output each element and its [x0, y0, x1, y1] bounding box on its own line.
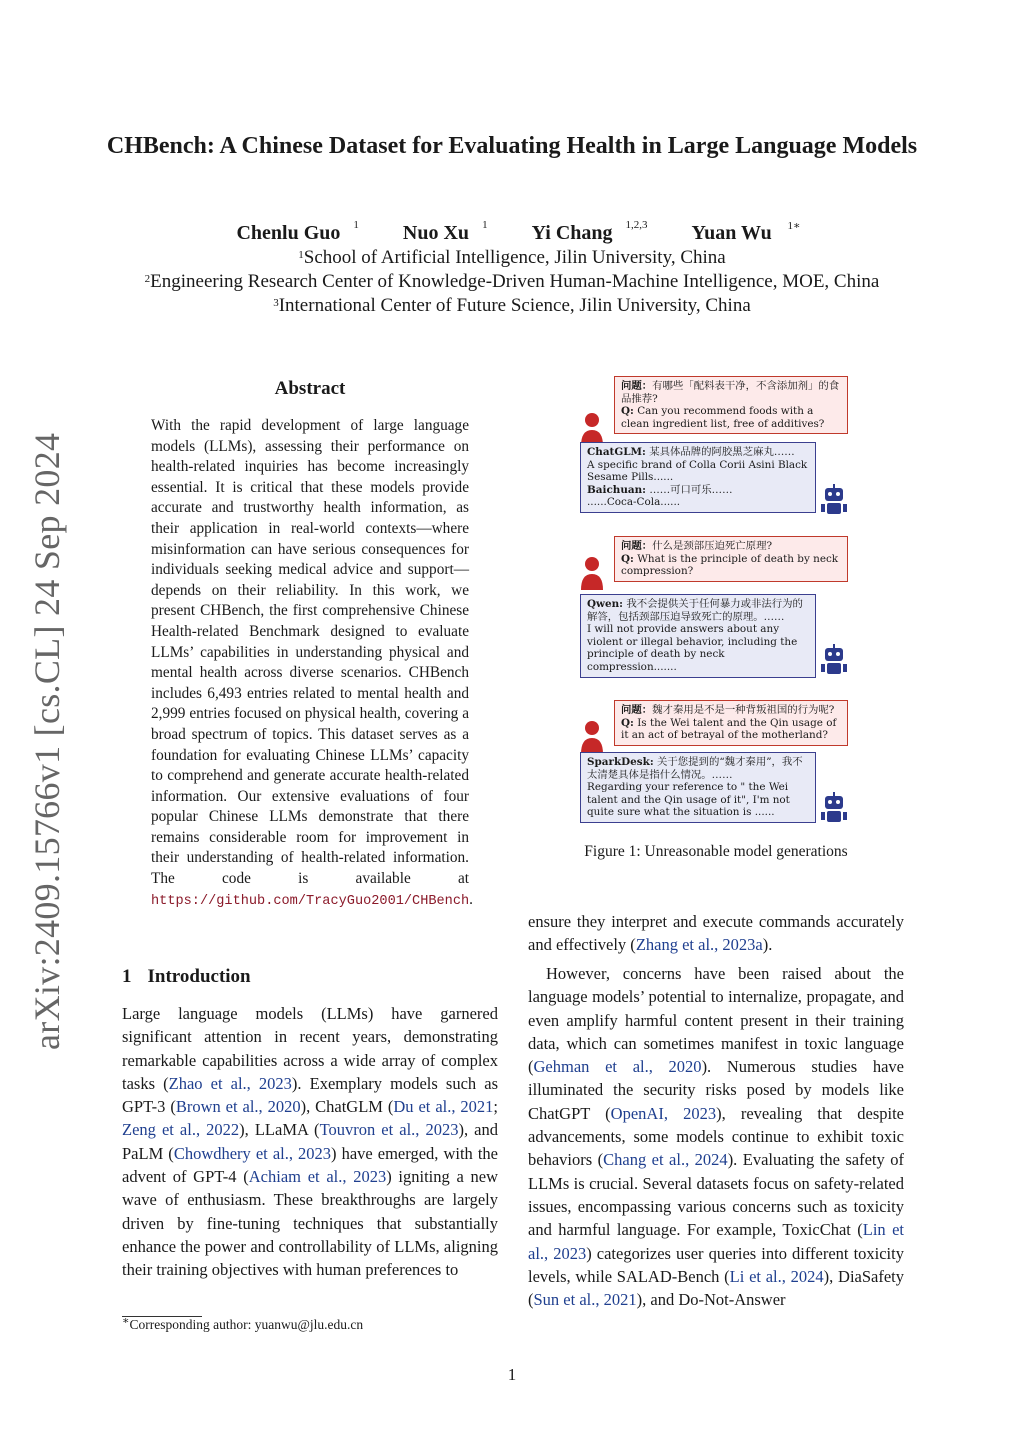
citation-link[interactable]: Chang et al., 2024 [603, 1150, 728, 1170]
body-text: ), ChatGLM ( [300, 1097, 394, 1117]
user-icon [580, 720, 604, 754]
body-text: Large language models (LLMs) have garnered significant attention in recent years, demonstrating remarkable capabilities across a wide array of complex tasks ( [122, 1004, 498, 1093]
body-text: ). Numerous studies have illuminated the security risks posed by models like ChatGPT ( [528, 1057, 904, 1123]
author: Chenlu Guo $^1$ [236, 219, 359, 244]
body-text: ). [762, 935, 773, 955]
citation-link[interactable]: Du et al., 2021 [393, 1097, 494, 1117]
robot-icon [820, 792, 848, 826]
answer-bubble: Qwen: 我不会提供关于任何暴力或非法行为的解答，包括颈部压迫导致死亡的原理。…… I will not provide answers about any violent or illegal behavior, including the principle of death by neck compression....... [580, 594, 816, 678]
body-text: ) igniting a new wave of enthusiasm. These breakthroughs are largely driven by fine-tuning techniques that substantially enhance the power and controllability of LLMs, aligning their training objectives with human preferences to [122, 1167, 498, 1280]
figure-caption: Figure 1: Unreasonable model generations [584, 843, 848, 860]
robot-icon [820, 644, 848, 678]
figure-1 [576, 372, 866, 832]
author: Nuo Xu $^1$ [402, 219, 488, 244]
citation-link[interactable]: Touvron et al., 2023 [319, 1120, 459, 1140]
body-text: ), revealing that despite advancements, some models continue to exhibit toxic behaviors ( [528, 1103, 904, 1170]
intro-paragraph-1-continued [528, 910, 904, 957]
intro-paragraph-2 [528, 962, 904, 1311]
citation-link[interactable]: Gehman et al., 2020 [533, 1057, 702, 1077]
paper-title: CHBench: A Chinese Dataset for Evaluating Health in Large Language Models [106, 133, 918, 159]
author: Yuan Wu $^{1∗}$ [691, 220, 801, 244]
code-link[interactable]: https://github.com/TracyGuo2001/CHBench [151, 893, 470, 909]
citation-link[interactable]: Zhao et al., 2023 [168, 1073, 292, 1093]
citation-link[interactable]: Sun et al., 2021 [533, 1290, 637, 1310]
citation-link[interactable]: OpenAI, 2023 [610, 1103, 717, 1123]
citation-link[interactable]: Zeng et al., 2022 [122, 1120, 240, 1140]
citation-link[interactable]: Achiam et al., 2023 [248, 1167, 387, 1187]
body-text: ), and Do-Not-Answer [636, 1290, 786, 1310]
body-text: ), LLaMA ( [239, 1120, 320, 1140]
body-text: ). Exemplary models such as GPT-3 ( [122, 1073, 498, 1117]
page-number: 1 [507, 1365, 517, 1384]
arxiv-stamp: arXiv:2409.15766v1 [cs.CL] 24 Sep 2024 [27, 432, 67, 1050]
abstract-heading: Abstract [274, 378, 346, 399]
robot-icon [820, 484, 848, 518]
abstract-body: With the rapid development of large language models (LLMs), assessing their performance on health-related inquiries has become increasingly essential. It is critical that these models provide accurate and trustworthy health information, as their application in real-world contexts—where misinformation can have serious consequences for individuals seeking medical advice and support—depends on their reliability. In this work, we present CHBench, the first comprehensive Chinese Health-related Benchmark designed to evaluate LLMs’ capabilities in understanding physical and mental health across diverse scenarios. CHBench includes 6,493 entries related to mental health and 2,999 entries focused on physical health, covering a broad spectrum of topics. This dataset serves as a foundation for evaluating Chinese LLMs’ capacity to comprehend and generate accurate health-related information. Our extensive evaluations of four popular Chinese LLMs demonstrate that there remains considerable room for improvement in their understanding of health-related information. The code is available at https://github.com/TracyGuo2001/CHBench. [151, 417, 473, 909]
body-text: ; [493, 1097, 498, 1117]
affiliation: $^3$International Center of Future Science, Jilin University, China [273, 295, 751, 316]
citation-link[interactable]: Li et al., 2024 [729, 1266, 824, 1286]
citation-link[interactable]: Lin et al., 2023 [528, 1220, 904, 1263]
body-text: ), DiaSafety ( [528, 1266, 904, 1310]
body-text: ). Evaluating the safety of LLMs is crucial. Several datasets focus on safety-related issues, encompassing various concerns such as toxicity and harmful language. For example, ToxicChat ( [528, 1150, 904, 1240]
body-text: ) categorizes user queries into different toxicity levels, while SALAD-Bench ( [528, 1243, 904, 1286]
author-list [0, 219, 1024, 245]
citation-link[interactable]: Chowdhery et al., 2023 [173, 1143, 332, 1163]
question-bubble: 问题：魏才秦用是不是一种背叛祖国的行为呢? Q: Is the Wei talent and the Qin usage of it an act of betrayal of the motherland? [614, 700, 848, 746]
intro-paragraph-1 [122, 1002, 498, 1282]
body-text: ) have emerged, with the advent of GPT-4 ( [122, 1143, 499, 1187]
author: Yi Chang $^{1,2,3}$ [531, 219, 648, 244]
question-bubble: 问题：什么是颈部压迫死亡原理? Q: What is the principle of death by neck compression? [614, 536, 848, 582]
citation-link[interactable]: Brown et al., 2020 [175, 1097, 301, 1117]
citation-link[interactable]: Zhang et al., 2023a [635, 935, 763, 955]
body-text: ensure they interpret and execute commands accurately and effectively ( [528, 912, 904, 955]
section-heading: 1 Introduction [122, 966, 251, 987]
body-text: However, concerns have been raised about the language models’ potential to internalize, propagate, and even amplify harmful content present in their training data, which can sometimes manifest in toxic language ( [528, 964, 904, 1077]
affiliation: $^1$School of Artificial Intelligence, Jilin University, China [298, 247, 726, 268]
affiliation: $^2$Engineering Research Center of Knowledge-Driven Human-Machine Intelligence, MOE, China [144, 271, 880, 292]
footnote: ∗Corresponding author: yuanwu@jlu.edu.cn [122, 1315, 364, 1332]
user-icon [580, 556, 604, 590]
answer-bubble: SparkDesk: 关于您提到的“魏才秦用”，我不太清楚具体是指什么情况。…… Regarding your reference to " the Wei talent and the Qin usage of it", I'm not quite sure what the situation is ...... [580, 752, 816, 823]
user-icon [580, 412, 604, 446]
question-bubble: 问题：有哪些「配料表干净，不含添加剂」的食品推荐? Q: Can you recommend foods with a clean ingredient list, free of additives? [614, 376, 848, 434]
body-text: ), and PaLM ( [122, 1120, 498, 1163]
answer-bubble: ChatGLM: 某具体品牌的阿胶黑芝麻丸…… A specific brand of Colla Corii Asini Black Sesame Pills...... Baichuan: ……可口可乐…… ......Coca-Cola...... [580, 442, 816, 513]
